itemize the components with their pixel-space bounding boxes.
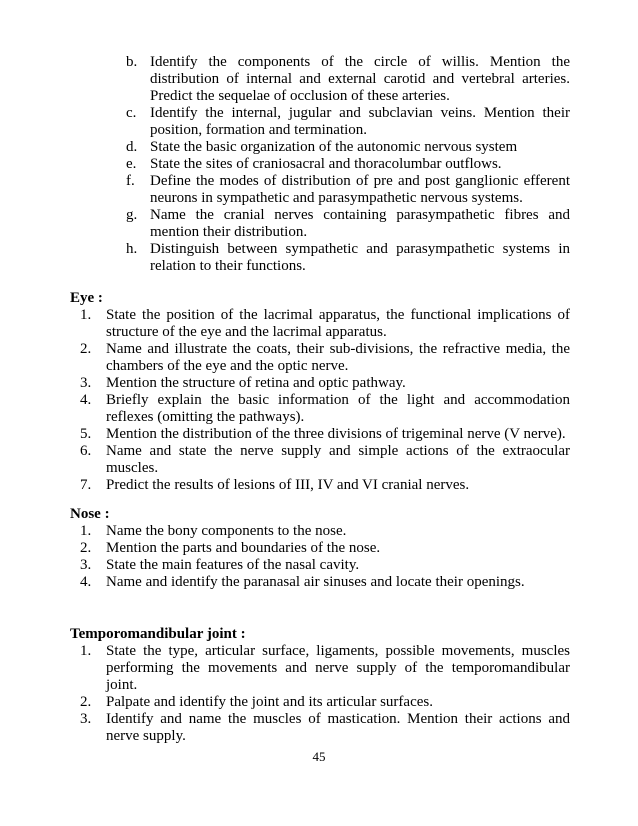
item-text: Distinguish between sympathetic and parasympathetic systems in relation to their functions. [150,241,570,274]
item-text: Briefly explain the basic information of the light and accommodation reflexes (omitting the pathways). [106,392,570,425]
item-marker: 3. [80,375,92,391]
list-item [126,241,570,275]
item-text: Mention the structure of retina and optic pathway. [106,375,406,391]
item-marker: 2. [80,540,92,556]
item-marker: 2. [80,694,92,710]
list-item [126,105,570,139]
list-item [126,54,570,105]
list-item [80,307,570,341]
item-marker: 3. [80,711,92,727]
list-item [80,341,570,375]
lettered-objectives-list [126,54,570,275]
list-item [80,711,570,745]
list-item [80,574,570,591]
list-item [80,426,570,443]
section-heading-eye: Eye : [70,290,103,306]
item-text: Mention the distribution of the three divisions of trigeminal nerve (V nerve). [106,426,566,442]
item-text: Identify and name the muscles of mastication. Mention their actions and nerve supply. [106,711,570,744]
item-text: Identify the components of the circle of willis. Mention the distribution of internal and external carotid and vertebral arteries. Predict the sequelae of occlusion of these arteries. [150,54,570,104]
item-text: Mention the parts and boundaries of the nose. [106,540,381,556]
item-marker: 1. [80,523,92,539]
list-item [80,540,570,557]
list-item [80,477,570,494]
item-marker: h. [126,241,138,257]
item-text: State the main features of the nasal cavity. [106,557,360,573]
list-item [80,523,570,540]
item-text: State the type, articular surface, ligaments, possible movements, muscles performing the movements and nerve supply of the temporomandibular joint. [106,643,570,693]
item-text: State the position of the lacrimal apparatus, the functional implications of structure of the eye and the lacrimal apparatus. [106,307,570,340]
list-item [80,557,570,574]
eye-section [70,290,570,494]
list-item [80,443,570,477]
item-marker: 5. [80,426,92,442]
item-text: Name and state the nerve supply and simple actions of the extraocular muscles. [106,443,570,476]
item-text: Name and illustrate the coats, their sub-divisions, the refractive media, the chambers of the eye and the optic nerve. [106,341,570,374]
list-item [80,694,570,711]
item-marker: 2. [80,341,92,357]
item-text: State the sites of craniosacral and thoracolumbar outflows. [150,156,502,172]
item-marker: 1. [80,307,92,323]
item-text: Palpate and identify the joint and its articular surfaces. [106,694,433,710]
item-marker: 1. [80,643,92,659]
list-item [126,173,570,207]
list-item [126,156,570,173]
item-marker: d. [126,139,138,155]
eye-objectives-list [80,307,570,494]
item-text: State the basic organization of the autonomic nervous system [150,139,518,155]
tmj-objectives-list [80,643,570,745]
nose-objectives-list [80,523,570,591]
section-heading-nose: Nose : [70,506,110,522]
item-marker: e. [126,156,137,172]
list-item [126,207,570,241]
item-marker: c. [126,105,137,121]
nose-section [70,506,570,591]
item-marker: g. [126,207,138,223]
item-text: Identify the internal, jugular and subclavian veins. Mention their position, formation and termination. [150,105,570,138]
item-text: Name and identify the paranasal air sinuses and locate their openings. [106,574,525,590]
list-item [80,375,570,392]
tmj-section [70,626,570,745]
item-marker: f. [126,173,135,189]
item-marker: 4. [80,574,92,590]
item-marker: 6. [80,443,92,459]
list-item [80,643,570,694]
item-marker: 4. [80,392,92,408]
item-text: Predict the results of lesions of III, IV and VI cranial nerves. [106,477,470,493]
item-text: Define the modes of distribution of pre and post ganglionic efferent neurons in sympathetic and parasympathetic nervous systems. [150,173,570,206]
item-text: Name the bony components to the nose. [106,523,347,539]
page-number: 45 [312,749,326,764]
list-item [80,392,570,426]
section-heading-tmj: Temporomandibular joint : [70,626,246,642]
item-marker: 3. [80,557,92,573]
item-marker: b. [126,54,138,70]
item-marker: 7. [80,477,92,493]
item-text: Name the cranial nerves containing parasympathetic fibres and mention their distribution. [150,207,570,240]
list-item [126,139,570,156]
